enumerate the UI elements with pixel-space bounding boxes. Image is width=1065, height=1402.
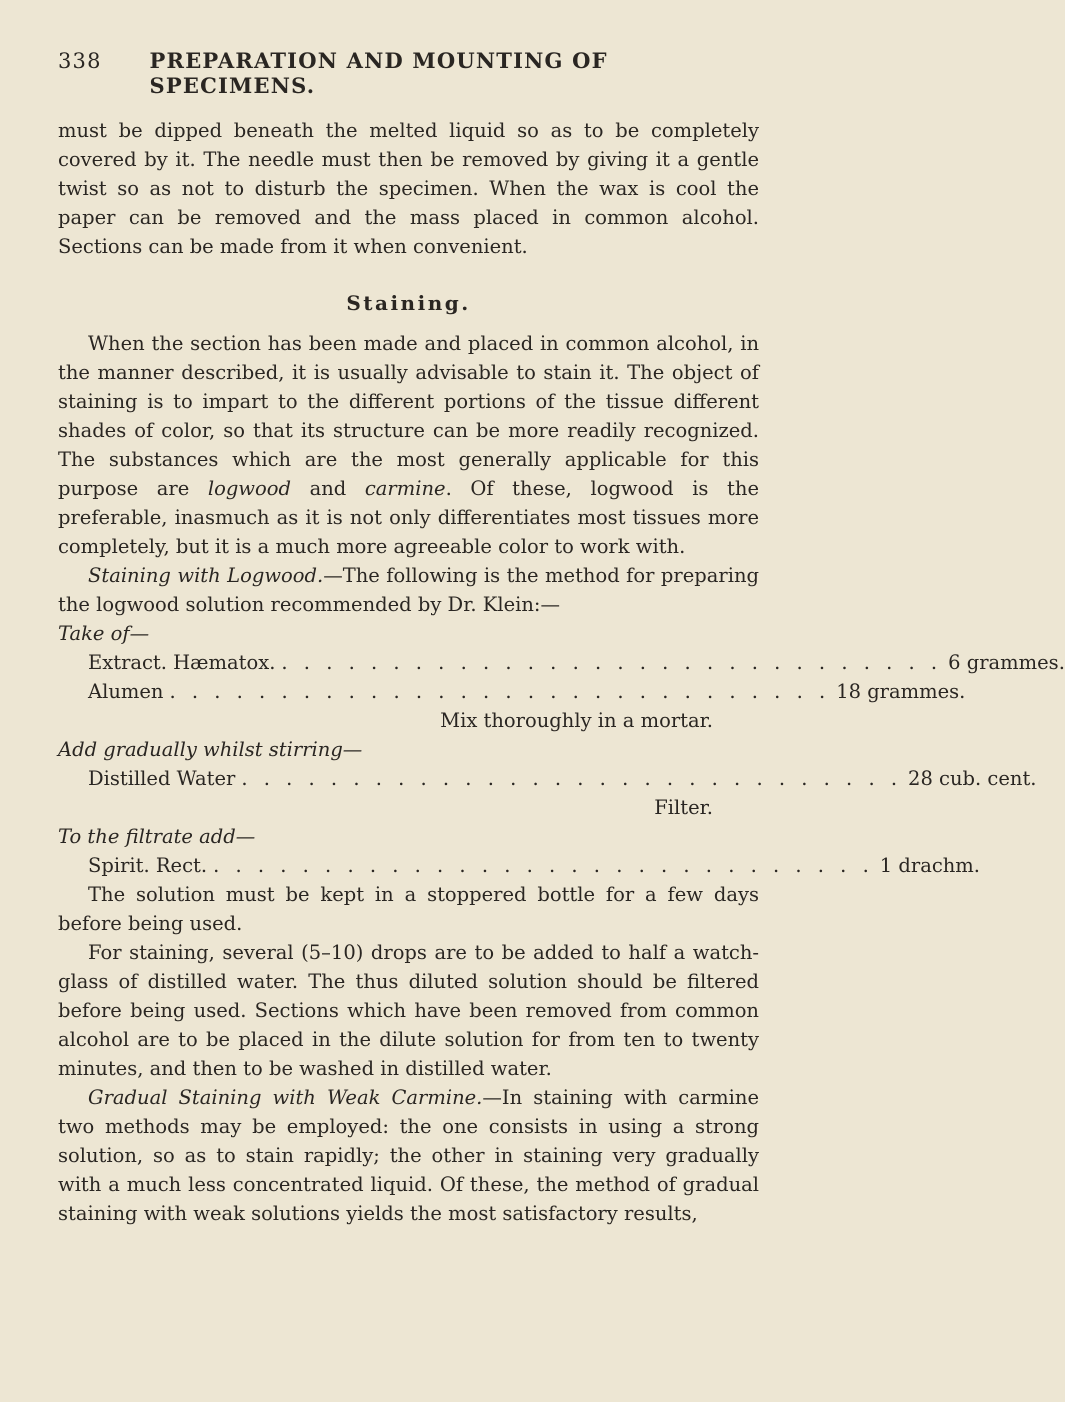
leader-dots: . . . . . . . . . . . . . . . . . . . . . . . . . . . . . . [281,651,943,674]
recipe-item [88,677,966,706]
text-run: —The following is the method for preparing the logwood solution recommended by Dr. Klein:— [58,564,759,616]
paragraph-storage: The solution must be kept in a stoppered bottle for a few days before being used. [58,883,759,935]
recipe-note: Mix thoroughly in a mortar. [440,709,713,732]
term-logwood: logwood [207,477,291,500]
text-run: —In staining with carmine two methods may be employed: the one consists in using a strong solution, so as to stain rapidly; the other in staining very gradually with a much less concentrated liquid. Of these, the method of gradual staining with weak solutions yields the most satisfactory results, [58,1086,759,1225]
leader-dots: . . . . . . . . . . . . . . . . . . . . . . . . . . . . . . [241,767,903,790]
text-run: When the section has been made and placed in common alcohol, in the manner described, it is usually advisable to stain it. The object of staining is to impart to the different portions of the tissue different shades of color, so that its structure can be more readily recognized. The substances which are the most generally applicable for this purpose are [58,332,759,500]
running-header [58,48,759,98]
ingredient-qty: 1 drachm. [879,854,980,877]
paragraph-logwood [58,561,759,619]
recipe-block [58,619,1065,880]
recipe-take-of: Take of— [58,622,150,645]
recipe-item [88,764,1037,793]
leader-dots: . . . . . . . . . . . . . . . . . . . . . . . . . . . . . . [169,680,831,703]
paragraph-continuation: must be dipped beneath the melted liquid so as to be completely covered by it. The needle must then be removed by giving it a gentle twist so as not to disturb the specimen. When the wax is cool the paper can be removed and the mass placed in common alcohol. Sections can be made from it when convenient. [58,119,759,258]
recipe-to-filtrate: To the filtrate add— [58,825,256,848]
recipe-note: Filter. [654,796,713,819]
recipe-item [88,851,980,880]
ingredient-qty: 6 grammes. [948,651,1065,674]
paragraph-carmine [58,1083,759,1228]
ingredient-name: Spirit. Rect. [88,854,208,877]
leader-dots: . . . . . . . . . . . . . . . . . . . . . . . . . . . . . . [213,854,874,877]
ingredient-qty: 18 grammes. [836,680,966,703]
ingredient-qty: 28 cub. cent. [908,767,1037,790]
ingredient-name: Distilled Water [88,767,236,790]
paragraph-staining-method: For staining, several (5–10) drops are to be added to half a watch-glass of distilled water. The thus diluted solution should be filtered before being used. Sections which have been removed from common alcohol are to be placed in the dilute solution for from ten to twenty minutes, and then to be washed in distilled water. [58,941,759,1080]
running-title: PREPARATION AND MOUNTING OF SPECIMENS. [149,48,608,98]
term-carmine: carmine [364,477,446,500]
page-number: 338 [58,49,102,73]
subheading-logwood: Staining with Logwood. [88,564,324,587]
ingredient-name: Alumen [88,680,164,703]
text-run: . Of these, logwood is the preferable, inasmuch as it is not only differentiates most tissues more completely, but it is a much more agreeable color to work with. [58,477,759,558]
recipe-item [88,648,1065,677]
ingredient-name: Extract. Hæmatox. [88,651,276,674]
text-run: and [290,477,365,500]
paragraph-staining-intro [58,329,759,561]
recipe-add-gradually: Add gradually whilst stirring— [58,738,363,761]
subheading-carmine: Gradual Staining with Weak Carmine. [88,1086,483,1109]
section-heading: Staining. [346,291,471,315]
